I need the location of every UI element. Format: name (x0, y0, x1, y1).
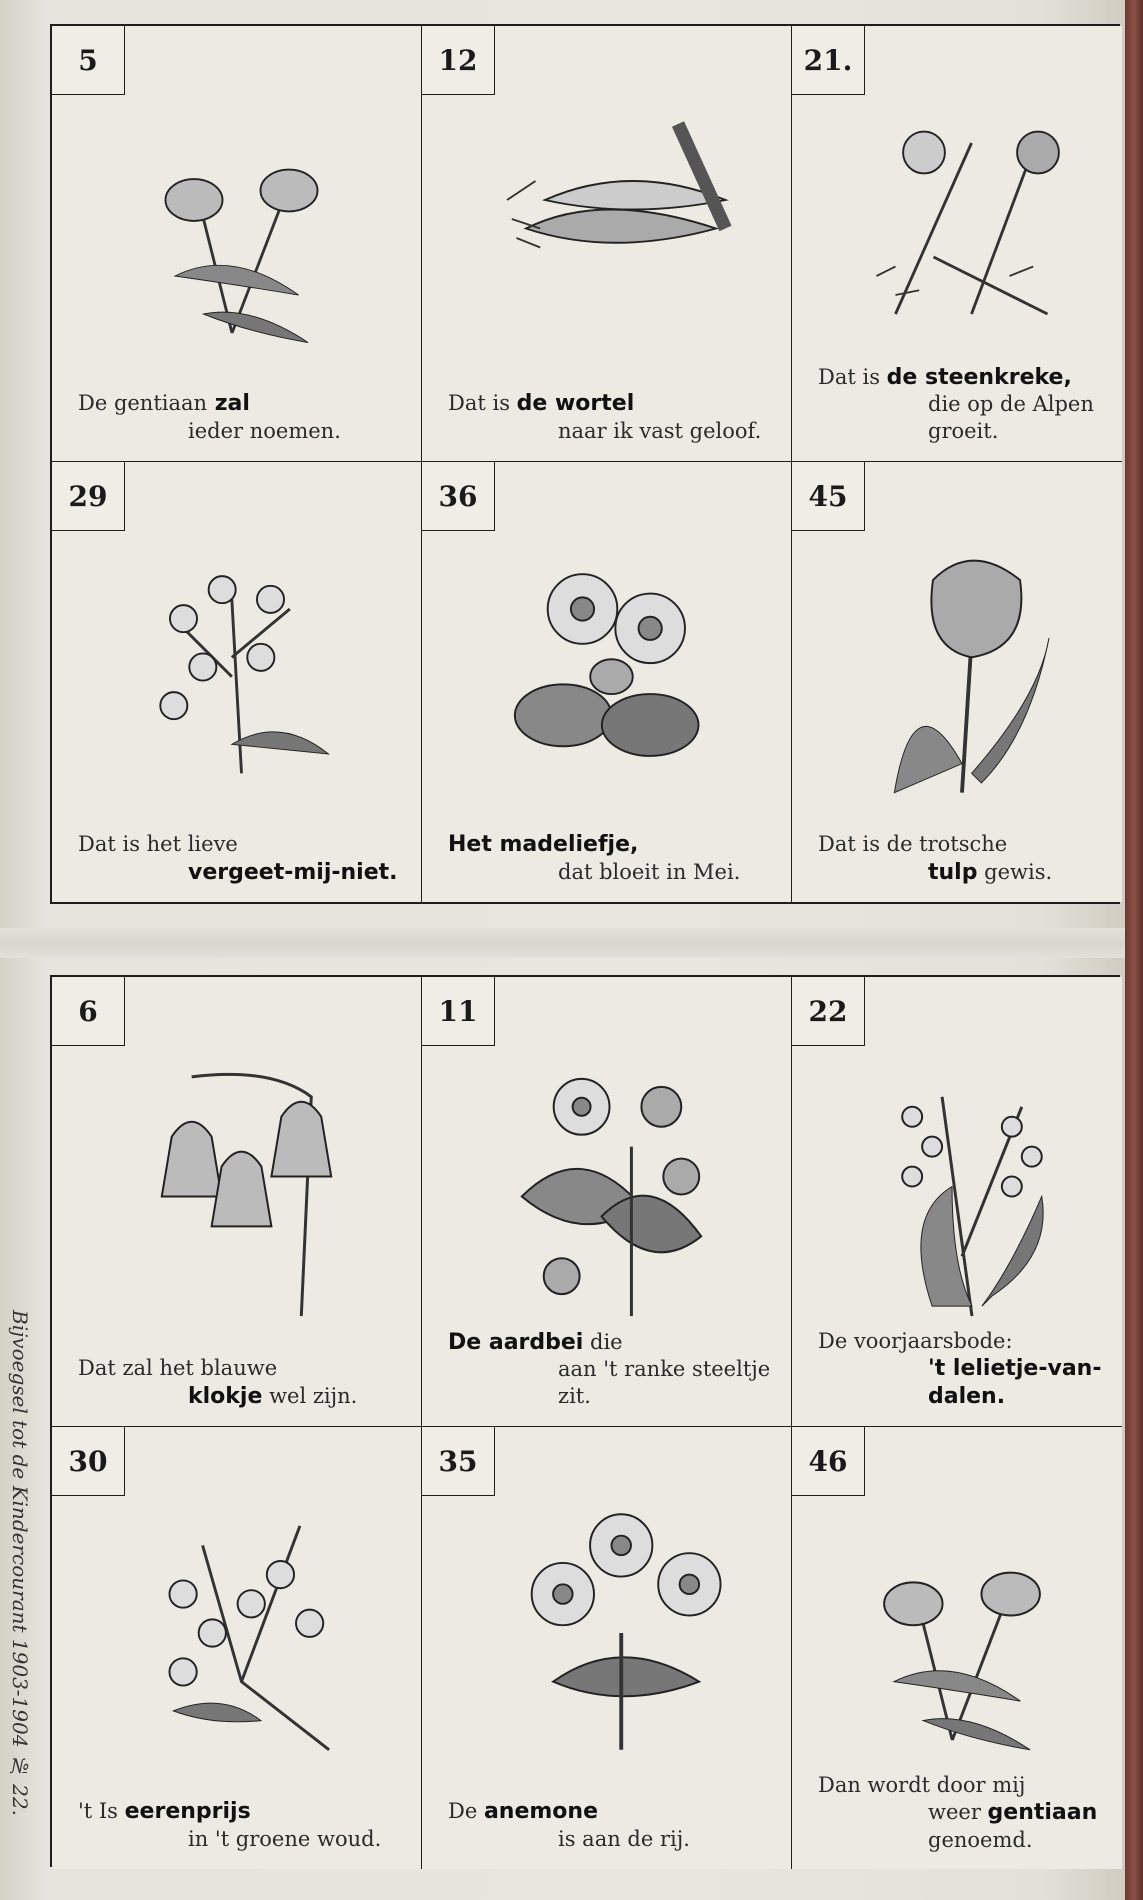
flower-card-46 (792, 1427, 1122, 1869)
flower-card-35 (422, 1427, 792, 1869)
caption-text: aan 't ranke steeltje zit. (558, 1357, 771, 1408)
card-number: 5 (52, 26, 125, 95)
card-caption (78, 831, 403, 886)
caption-text: Dan wordt door mij (818, 1772, 1026, 1797)
caption-text: die (583, 1329, 623, 1354)
card-caption (448, 831, 773, 886)
flower-card-29 (52, 462, 422, 902)
caption-emphasis: Het madeliefje, (448, 832, 639, 857)
card-number: 30 (52, 1427, 125, 1496)
caption-text: Dat zal het blauwe (78, 1356, 278, 1380)
flower-card-5 (52, 26, 422, 462)
caption-text: Dat is (448, 391, 517, 415)
card-caption (818, 364, 1104, 445)
card-sheet-top (50, 24, 1120, 904)
caption-text: ieder noemen. (188, 418, 341, 443)
caption-text: Dat is de trotsche (818, 832, 1008, 856)
strawberry-icon (462, 1037, 761, 1336)
book-edge (1125, 0, 1143, 1900)
caption-text: dat bloeit in Mei. (558, 859, 741, 884)
caption-text: is aan de rij. (558, 1826, 690, 1851)
caption-emphasis: eerenprijs (124, 1799, 251, 1824)
caption-emphasis: klokje (188, 1383, 263, 1409)
card-caption (78, 1355, 403, 1410)
card-number: 35 (422, 1427, 495, 1496)
flower-card-6 (52, 977, 422, 1427)
card-caption (818, 1772, 1104, 1853)
caption-text: weer (928, 1800, 988, 1825)
carrot-icon (462, 86, 761, 371)
caption-emphasis: 't lelietje-van-dalen. (928, 1356, 1102, 1409)
caption-emphasis: vergeet-mij-niet. (188, 859, 398, 885)
steenkreke-icon (832, 86, 1092, 371)
speedwell-icon (92, 1487, 391, 1779)
caption-text: die op de Alpen groeit. (928, 392, 1094, 443)
lily-of-the-valley-icon (832, 1037, 1092, 1336)
card-number: 45 (792, 462, 865, 531)
caption-emphasis: De aardbei (448, 1329, 584, 1355)
forget-me-not-icon (92, 522, 391, 812)
flower-card-22 (792, 977, 1122, 1427)
gentian-flower-icon (92, 86, 391, 371)
card-caption (448, 1329, 773, 1410)
anemone-icon (462, 1487, 761, 1779)
card-caption (448, 1798, 773, 1853)
caption-emphasis: zal (207, 391, 250, 416)
flower-card-11 (422, 977, 792, 1427)
caption-emphasis: de steenkreke, (886, 364, 1072, 390)
card-caption (78, 390, 403, 445)
flower-card-12 (422, 26, 792, 462)
flower-card-30 (52, 1427, 422, 1869)
caption-text: naar ik vast geloof. (558, 418, 762, 443)
card-number: 29 (52, 462, 125, 531)
card-caption (818, 831, 1104, 886)
caption-text: De gentiaan (78, 391, 208, 415)
page-fold (0, 928, 1130, 958)
card-caption (818, 1328, 1104, 1411)
caption-text: Dat is (818, 364, 887, 389)
caption-text: Dat is het lieve (78, 832, 238, 856)
side-caption: Bijvoegsel tot de Kindercourant 1903-1904 № 22. (8, 1310, 32, 1816)
card-number: 36 (422, 462, 495, 531)
caption-text: 't Is (78, 1799, 125, 1823)
caption-emphasis: gentiaan (987, 1800, 1098, 1826)
caption-text: genoemd. (928, 1827, 1033, 1852)
tulip-icon (832, 522, 1092, 812)
card-number: 11 (422, 977, 495, 1046)
card-number: 6 (52, 977, 125, 1046)
card-number: 46 (792, 1427, 865, 1496)
flower-card-21 (792, 26, 1122, 462)
caption-text: in 't groene woud. (188, 1826, 382, 1851)
caption-text: gewis. (977, 859, 1053, 884)
card-number: 22 (792, 977, 865, 1046)
caption-emphasis: de wortel (516, 391, 635, 416)
card-caption (448, 390, 773, 445)
card-number: 12 (422, 26, 495, 95)
flower-card-45 (792, 462, 1122, 902)
caption-text: De (448, 1799, 484, 1823)
card-caption (78, 1798, 403, 1853)
caption-text: wel zijn. (262, 1383, 358, 1408)
caption-emphasis: anemone (483, 1799, 599, 1824)
caption-emphasis: tulp (928, 859, 978, 885)
caption-text: De voorjaarsbode: (818, 1328, 1013, 1353)
flower-card-36 (422, 462, 792, 902)
card-sheet-bottom (50, 975, 1120, 1867)
card-number: 21. (792, 26, 865, 95)
bluebell-icon (92, 1037, 391, 1336)
daisy-icon (462, 522, 761, 812)
gentian-flower-icon (832, 1487, 1092, 1779)
